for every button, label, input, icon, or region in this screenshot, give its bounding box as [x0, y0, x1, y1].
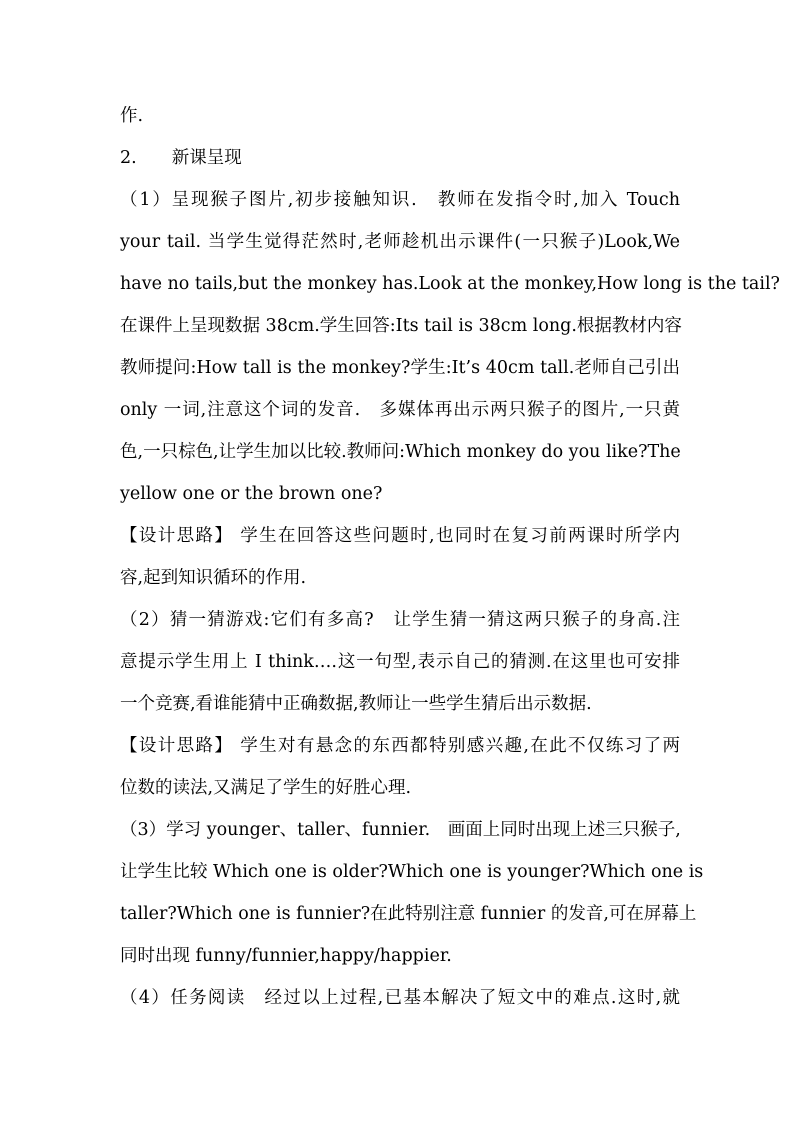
design-note-line: 【设计思路】 学生在回答这些问题时,也同时在复习前两课时所学内 [120, 526, 680, 546]
text-line: 在课件上呈现数据 38cm.学生回答:Its tail is 38cm long.根据教材内容 [120, 316, 682, 336]
text-line: 意提示学生用上 I think….这一句型,表示自己的猜测.在这里也可安排 [120, 652, 680, 672]
design-note-line: 【设计思路】 学生对有悬念的东西都特别感兴趣,在此不仅练习了两 [120, 736, 680, 756]
text-line: taller?Which one is funnier?在此特别注意 funnier 的发音,可在屏幕上 [120, 904, 697, 924]
text-line: 同时出现 funny/funnier,happy/happier. [120, 946, 452, 966]
text-line: 色,一只棕色,让学生加以比较.教师问:Which monkey do you like?The [120, 442, 681, 462]
text-line: 一个竞赛,看谁能猜中正确数据,教师让一些学生猜后出示数据. [120, 694, 592, 714]
text-line: 作. [120, 106, 144, 126]
text-line: have no tails,but the monkey has.Look at the monkey,How long is the tail? [120, 274, 780, 294]
text-line: （2）猜一猜游戏:它们有多高? 让学生猜一猜这两只猴子的身高.注 [120, 610, 680, 630]
section-heading: 2. 新课呈现 [120, 148, 242, 168]
design-note-line: 容,起到知识循环的作用. [120, 568, 307, 588]
text-line: yellow one or the brown one? [120, 484, 383, 504]
design-note-line: 位数的读法,又满足了学生的好胜心理. [120, 778, 412, 798]
text-line: your tail. 当学生觉得茫然时,老师趁机出示课件(一只猴子)Look,We [120, 232, 680, 252]
text-line: 让学生比较 Which one is older?Which one is younger?Which one is [120, 862, 704, 882]
text-line: （4）任务阅读 经过以上过程,已基本解决了短文中的难点.这时,就 [120, 988, 680, 1008]
text-line: only 一词,注意这个词的发音. 多媒体再出示两只猴子的图片,一只黄 [120, 400, 680, 420]
text-line: （3）学习 younger、taller、funnier. 画面上同时出现上述三只猴子, [120, 820, 681, 840]
text-line: 教师提问:How tall is the monkey?学生:It’s 40cm tall.老师自己引出 [120, 358, 680, 378]
text-line: （1）呈现猴子图片,初步接触知识. 教师在发指令时,加入 Touch [120, 190, 680, 210]
